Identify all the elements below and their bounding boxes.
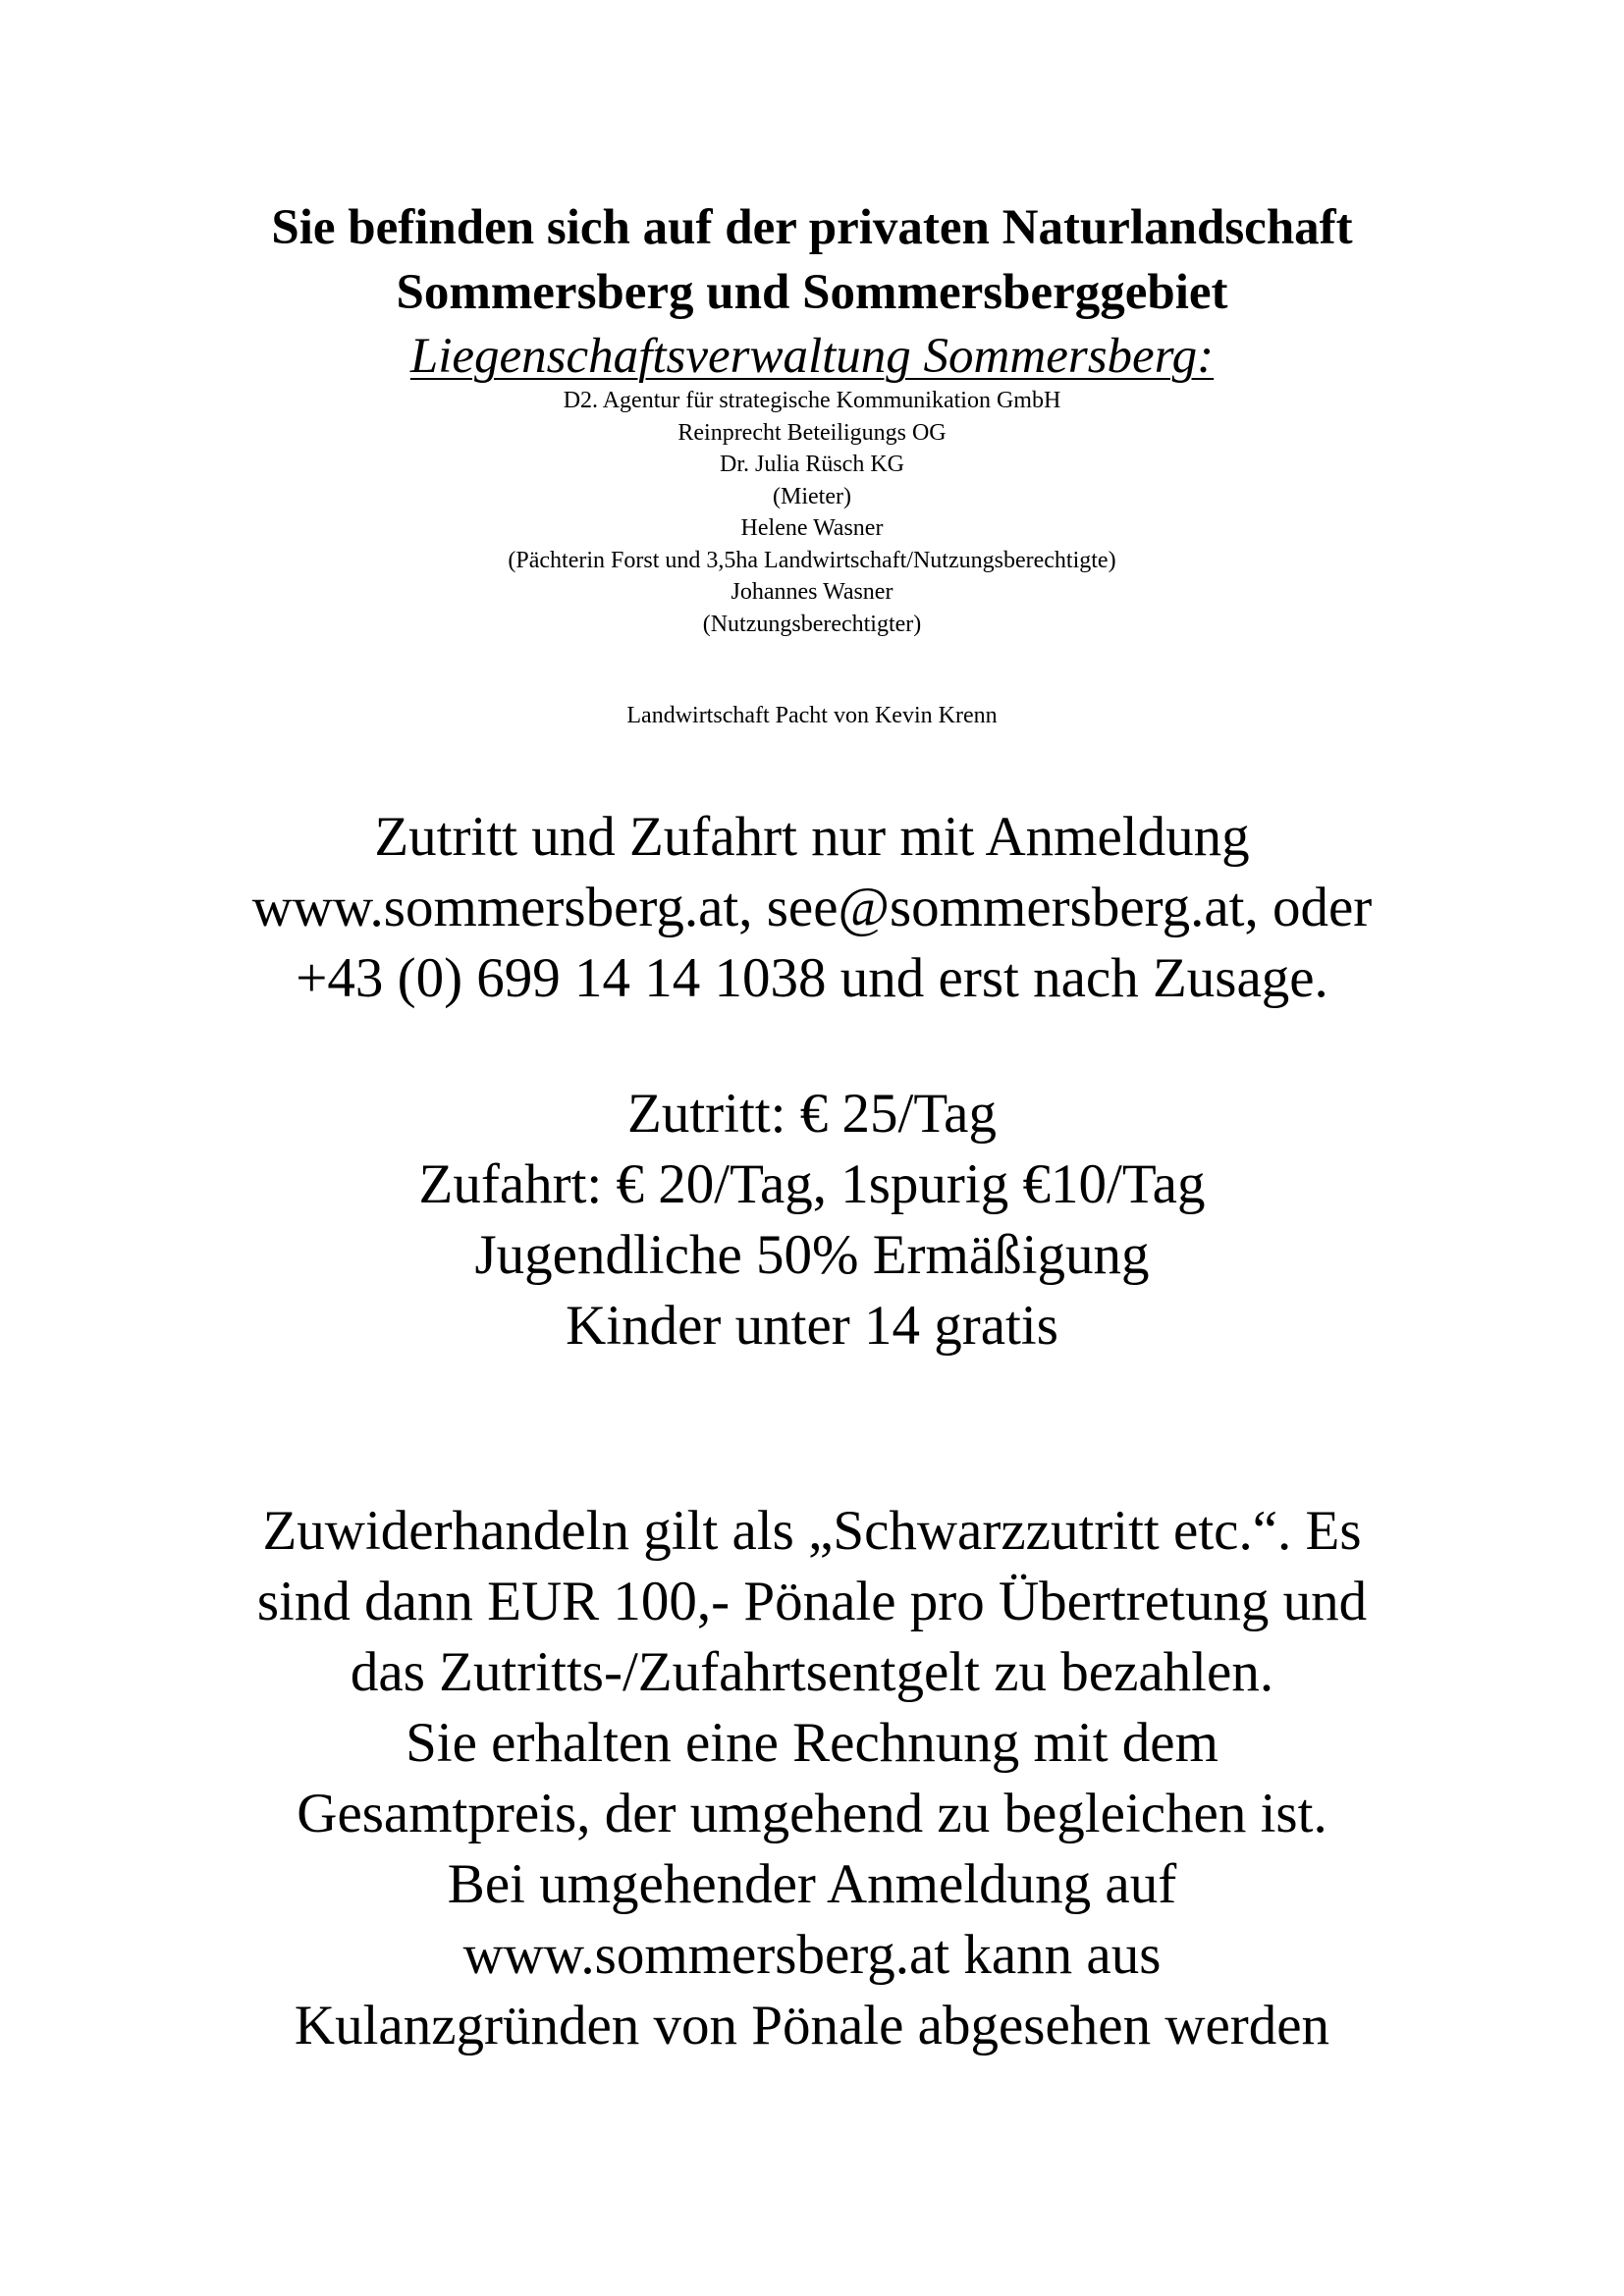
- administration-title: Liegenschaftsverwaltung Sommersberg:: [409, 329, 1215, 384]
- access-notice: [0, 802, 1624, 1014]
- penalty-line: Kulanzgründen von Pönale abgesehen werden: [294, 1995, 1330, 2056]
- penalty-line: Gesamtpreis, der umgehend zu begleichen ist.: [297, 1783, 1327, 1844]
- notice-header: [0, 195, 1624, 325]
- admin-entry: D2. Agentur für strategische Kommunikation GmbH: [563, 388, 1061, 413]
- admin-entry: Helene Wasner: [740, 515, 884, 541]
- access-line: Zutritt und Zufahrt nur mit Anmeldung: [374, 806, 1250, 868]
- lease-note: Landwirtschaft Pacht von Kevin Krenn: [626, 703, 998, 728]
- admin-entry: Johannes Wasner: [731, 579, 893, 605]
- admin-entry: (Pächterin Forst und 3,5ha Landwirtschaft/Nutzungsberechtigte): [508, 547, 1116, 573]
- penalty-line: sind dann EUR 100,- Pönale pro Übertretung und: [256, 1571, 1368, 1632]
- penalty-line: Bei umgehender Anmeldung auf: [447, 1853, 1177, 1915]
- access-line: www.sommersberg.at, see@sommersberg.at, oder: [251, 877, 1373, 938]
- admin-entry: (Nutzungsberechtigter): [702, 611, 922, 637]
- header-line-1: Sie befinden sich auf der privaten Naturlandschaft: [271, 200, 1353, 255]
- header-line-2: Sommersberg und Sommersberggebiet: [396, 265, 1228, 320]
- fee-line: Zutritt: € 25/Tag: [627, 1083, 997, 1145]
- fee-line: Kinder unter 14 gratis: [566, 1295, 1058, 1357]
- penalty-line: das Zutritts-/Zufahrtsentgelt zu bezahlen.: [350, 1641, 1274, 1703]
- admin-entry: (Mieter): [773, 483, 851, 509]
- administration-list: [0, 385, 1624, 640]
- penalty-line: www.sommersberg.at kann aus: [462, 1924, 1162, 1986]
- access-line: +43 (0) 699 14 14 1038 und erst nach Zusage.: [296, 947, 1328, 1009]
- admin-entry: Reinprecht Beteiligungs OG: [677, 419, 947, 446]
- fee-line: Zufahrt: € 20/Tag, 1spurig €10/Tag: [418, 1153, 1206, 1215]
- penalty-notice: [0, 1496, 1624, 2061]
- fee-line: Jugendliche 50% Ermäßigung: [474, 1224, 1150, 1286]
- penalty-line: Zuwiderhandeln gilt als „Schwarzzutritt etc.“. Es: [262, 1500, 1362, 1562]
- fee-list: [0, 1079, 1624, 1362]
- admin-entry: Dr. Julia Rüsch KG: [720, 452, 904, 477]
- penalty-line: Sie erhalten eine Rechnung mit dem: [406, 1712, 1218, 1774]
